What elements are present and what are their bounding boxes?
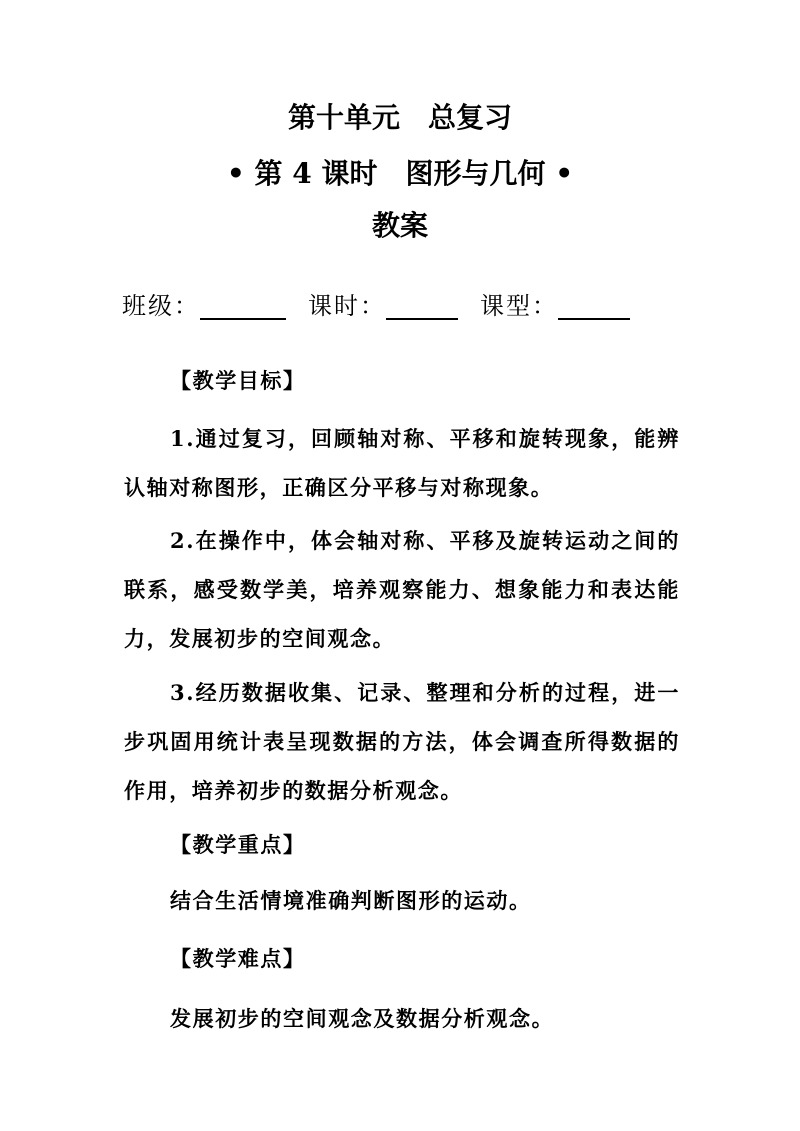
lesson-topic-text: 图形与几何 • — [405, 157, 574, 190]
objectives-heading: 【教学目标】 — [170, 368, 306, 393]
class-label: 班级： — [122, 292, 200, 320]
objective-1: 1.通过复习，回顾轴对称、平移和旋转现象，能辨认轴对称图形，正确区分平移与对称现象。 — [124, 426, 680, 500]
objective-2: 2.在操作中，体会轴对称、平移及旋转运动之间的联系，感受数学美，培养观察能力、想象能力和表达能力，发展初步的空间观念。 — [124, 528, 680, 651]
lesson-prefix-text: • 第 4 课时 — [226, 157, 378, 190]
type-label: 课型： — [480, 292, 558, 320]
doc-type-title: 教案 — [371, 209, 428, 242]
lesson-title — [0, 154, 800, 194]
unit-title — [0, 98, 800, 138]
difficulties-text: 发展初步的空间观念及数据分析观念。 — [170, 1006, 555, 1031]
key-points-text: 结合生活情境准确判断图形的运动。 — [170, 888, 532, 913]
period-blank[interactable] — [386, 288, 458, 320]
difficulties-heading: 【教学难点】 — [170, 946, 306, 971]
unit-subtitle-text: 总复习 — [428, 101, 513, 134]
period-label: 课时： — [308, 292, 386, 320]
class-blank[interactable] — [200, 288, 286, 320]
objective-3: 3.经历数据收集、记录、整理和分析的过程，进一步巩固用统计表呈现数据的方法，体会调查所得数据的作用，培养初步的数据分析观念。 — [124, 680, 680, 803]
type-blank[interactable] — [558, 288, 630, 320]
key-points-heading: 【教学重点】 — [170, 832, 306, 857]
meta-line — [122, 286, 652, 326]
unit-title-text: 第十单元 — [287, 101, 400, 134]
